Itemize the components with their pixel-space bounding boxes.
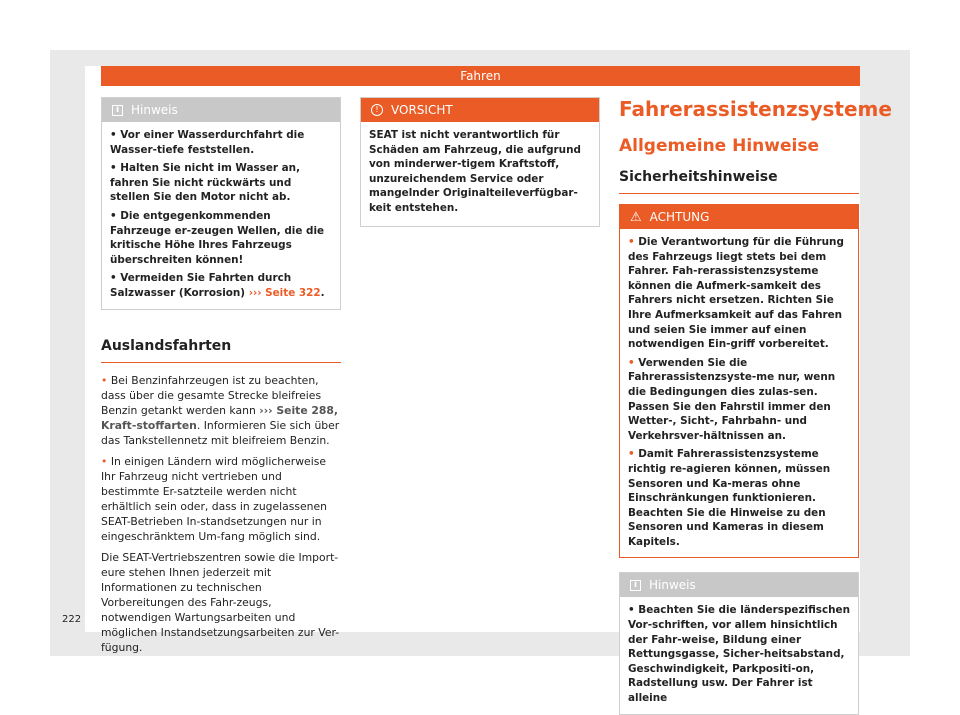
warning-header — [620, 205, 858, 229]
caution-circle-icon: ! — [371, 104, 383, 116]
warning-item: • Damit Fahrerassistenzsysteme richtig re-agieren können, müssen Sensoren und Ka-meras ohne Einschränkungen funktionieren. Beachten Sie die Hinweise zu den Sensoren und Kameras in diesem Kapitels. — [628, 448, 831, 548]
page-link[interactable]: ››› Seite 322 — [248, 286, 321, 299]
caution-text: SEAT ist nicht verantwortlich für Schäden am Fahrzeug, die aufgrund von minderwer-tigem Kraftstoff, unzureichendem Service oder mangelnder Originalteileverfügbar-keit entstehen. — [369, 129, 581, 214]
caution-header — [361, 98, 599, 122]
note-item: • Halten Sie nicht im Wasser an, fahren Sie nicht rückwärts und stellen Sie den Motor nicht ab. — [110, 162, 301, 204]
paragraph: • Bei Benzinfahrzeugen ist zu beachten, dass über die gesamte Strecke bleifreies Benzin getankt werden kann ››› Seite 288, Kraft-stoffarten. Informieren Sie sich über das Tankstellennetz mit bleifreiem Benzin. — [101, 373, 340, 447]
warning-box — [619, 204, 859, 558]
column-middle — [360, 97, 600, 227]
warning-item: • Verwenden Sie die Fahrerassistenzsyste-me nur, wenn die Bedingungen dies zulas-sen. Passen Sie den Fahrstil immer den Wetter-, Sicht-, Fahrbahn- und Verkehrsver-hältnissen an. — [628, 356, 836, 442]
chapter-heading: Fahrerassistenzsysteme — [619, 97, 892, 121]
warning-title: ACHTUNG — [649, 210, 710, 224]
subsection-heading: Sicherheitshinweise — [619, 169, 859, 194]
paragraph: • In einigen Ländern wird möglicherweise Ihr Fahrzeug nicht vertrieben und bestimmte Er-satzteile werden nicht erhältlich sein oder, dass in zugelassenen SEAT-Betrieben In-standsetzungen nur in eingeschränktem Um-fang möglich sind. — [101, 454, 328, 543]
section-body — [101, 373, 341, 655]
column-left — [101, 97, 341, 661]
warning-item: • Die Verantwortung für die Führung des Fahrzeugs liegt stets bei dem Fahrer. Fah-rerassistenzsysteme können die Aufmerk-samkeit des Fahrers nicht ersetzen. Richten Sie Ihre Aufmerksamkeit auf das Fahren und seien Sie immer auf einen notwendigen Ein-griff vorbereitet. — [628, 236, 844, 351]
section-auslandsfahrten — [101, 338, 341, 655]
section-title: Auslandsfahrten — [101, 338, 341, 363]
note-item: • Die entgegenkommenden Fahrzeuge er-zeugen Wellen, die die kritische Höhe Ihres Fahrzeugs überschreiten können! — [110, 209, 325, 266]
warning-body — [620, 229, 858, 557]
note-item: • Beachten Sie die länderspezifischen Vor-schriften, vor allem hinsichtlich der Fahr-weise, Bildung einer Rettungsgasse, Sicher-heitsabstand, Geschwindigkeit, Parkpositi-on, Radstellung usw. Der Fahrer ist alleine — [628, 604, 850, 705]
caution-body — [361, 122, 599, 226]
note-box — [101, 97, 341, 310]
note-item: • Vermeiden Sie Fahrten durch Salzwasser (Korrosion) ››› Seite 322. — [110, 272, 325, 299]
note-item: • Vor einer Wasserdurchfahrt die Wasser-tiefe feststellen. — [110, 129, 305, 156]
chapter-header: Fahren — [101, 66, 860, 86]
page-link[interactable]: ››› Seite 288, Kraft-stoffarten — [101, 403, 339, 432]
info-icon: i — [630, 580, 641, 591]
page-number: 222 — [62, 614, 82, 625]
note-header — [102, 98, 340, 122]
section-heading: Allgemeine Hinweise — [619, 136, 819, 156]
column-right — [619, 97, 892, 715]
info-icon: i — [112, 105, 123, 116]
note-title: Hinweis — [649, 578, 696, 593]
caution-box — [360, 97, 600, 227]
warning-triangle-icon: ⚠ — [630, 209, 642, 225]
caution-title: VORSICHT — [391, 103, 453, 117]
note-body — [102, 122, 340, 309]
note-header — [620, 573, 858, 597]
note-title: Hinweis — [131, 103, 178, 117]
paragraph: Die SEAT-Vertriebszentren sowie die Import-eure stehen Ihnen jederzeit mit Informationen zu technischen Vorbereitungen des Fahr-zeugs, notwendigen Wartungsarbeiten und möglichen Instandsetzungsarbeiten zur Ver-fügung. — [101, 550, 340, 654]
note-box-right — [619, 572, 859, 714]
note-body — [620, 597, 858, 713]
